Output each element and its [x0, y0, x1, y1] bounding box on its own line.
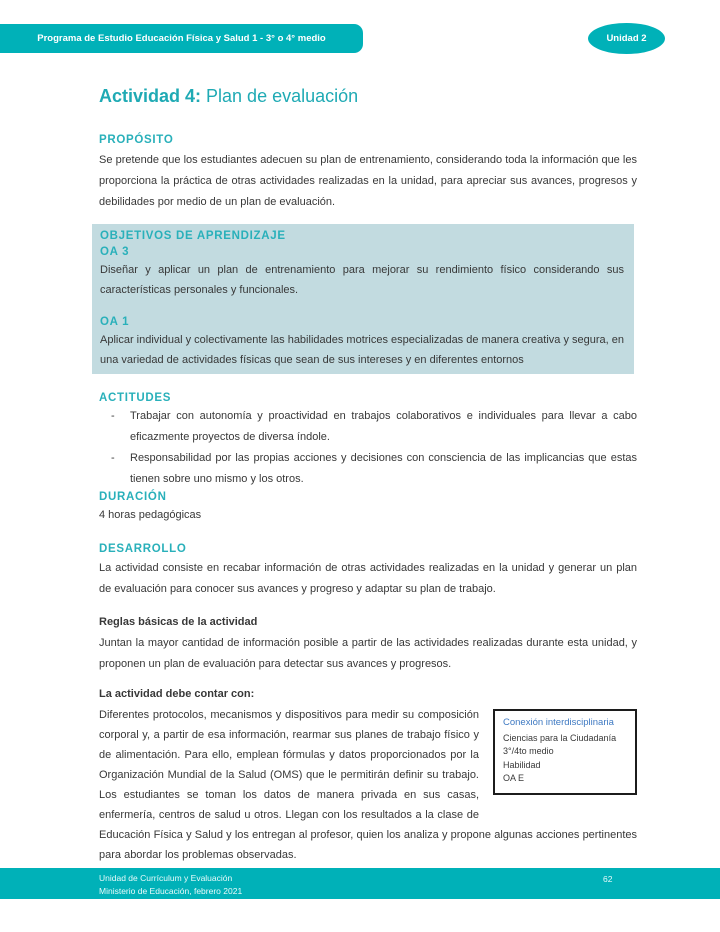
oa1-label: OA 1 — [100, 316, 130, 328]
reglas-paragraph: Juntan la mayor cantidad de información posible a partir de las actividades realizadas durante esta unidad, y proponen un plan de evaluación para detectar sus avances y progresos. — [99, 637, 637, 670]
interdisciplinary-line: 3°/4to medio — [503, 746, 554, 756]
page-title-activity: Actividad 4: — [99, 86, 202, 106]
oa3-text: Diseñar y aplicar un plan de entrenamiento para mejorar su rendimiento físico considerando sus características personales y funcionales. — [100, 264, 624, 296]
list-item — [99, 406, 637, 448]
bullet-text: Trabajar con autonomía y proactividad en trabajos colaborativos e individuales para llevar a cabo eficazmente proyectos de diversa índole. — [130, 410, 637, 443]
list-item — [99, 448, 637, 490]
contar-title: La actividad debe contar con: — [99, 688, 255, 700]
oa1-text: Aplicar individual y colectivamente las habilidades motrices especializadas de manera creativa y segura, en una variedad de actividades físicas que sean de sus intereses y en diferentes entornos — [100, 334, 624, 366]
page-number: 62 — [603, 874, 613, 884]
section-heading-actitudes: ACTITUDES — [99, 392, 172, 404]
proposito-paragraph: Se pretende que los estudiantes adecuen su plan de entrenamiento, considerando toda la información que les proporciona la práctica de otras actividades realizadas en la unidad, para apreciar sus avances, progresos y debilidades por medio de un plan de evaluación. — [99, 154, 637, 208]
desarrollo-intro-paragraph: La actividad consiste en recabar información de otras actividades realizadas en la unidad y generar un plan de evaluación para conocer sus avances y progreso y adaptar su plan de trabajo. — [99, 562, 637, 595]
footer-bar — [0, 868, 720, 899]
interdisciplinary-title: Conexión interdisciplinaria — [503, 717, 614, 728]
program-badge-label: Programa de Estudio Educación Física y Salud 1 - 3° o 4° medio — [37, 33, 326, 44]
interdisciplinary-connection-box — [493, 709, 637, 795]
page-title-rest: Plan de evaluación — [201, 86, 359, 106]
footer-org-line1: Unidad de Currículum y Evaluación — [99, 873, 233, 883]
page-title — [99, 84, 637, 108]
interdisciplinary-line: OA E — [503, 773, 525, 783]
footer-org-line2: Ministerio de Educación, febrero 2021 — [99, 886, 243, 896]
interdisciplinary-line: Ciencias para la Ciudadanía — [503, 732, 617, 743]
interdisciplinary-line: Habilidad — [503, 759, 541, 770]
dash-marker: - — [111, 452, 115, 464]
page-content — [99, 0, 637, 865]
activity-paragraph — [99, 705, 637, 865]
objectives-box — [92, 224, 634, 374]
duracion-text: 4 horas pedagógicas — [99, 509, 202, 521]
footer-organization — [99, 872, 242, 898]
reglas-title: Reglas básicas de la actividad — [99, 616, 258, 628]
dash-marker: - — [111, 410, 115, 422]
section-heading-duracion: DURACIÓN — [99, 491, 167, 503]
activity-paragraph-text: Diferentes protocolos, mecanismos y dispositivos para medir su composición corporal y, a partir de esa información, rearmar sus planes de trabajo físico y de alimentación. Para ello, emplean fórmulas y datos proporcionados por la Organización Mundial de la Salud (OMS) que le permitirán definir su trabajo. Los estudiantes se toman los datos de manera privada en sus casas, enfermería, centros de salud u otros. Llegan con los resultados a la clase de Educación Física y Salud y los entregan al profesor, quien los analiza y propone algunas acciones pertinentes para abordar los problemas observadas. — [99, 709, 637, 861]
bullet-text: Responsabilidad por las propias acciones y decisiones con consciencia de las implicancias que estas tienen sobre uno mismo y los otros. — [130, 452, 637, 485]
objectives-heading: OBJETIVOS DE APRENDIZAJE — [100, 230, 286, 242]
section-heading-desarrollo: DESARROLLO — [99, 543, 187, 555]
unit-badge-label: Unidad 2 — [606, 33, 647, 44]
section-heading-proposito: PROPÓSITO — [99, 134, 174, 146]
objectives-spacer — [100, 300, 624, 314]
oa3-label: OA 3 — [100, 246, 130, 258]
